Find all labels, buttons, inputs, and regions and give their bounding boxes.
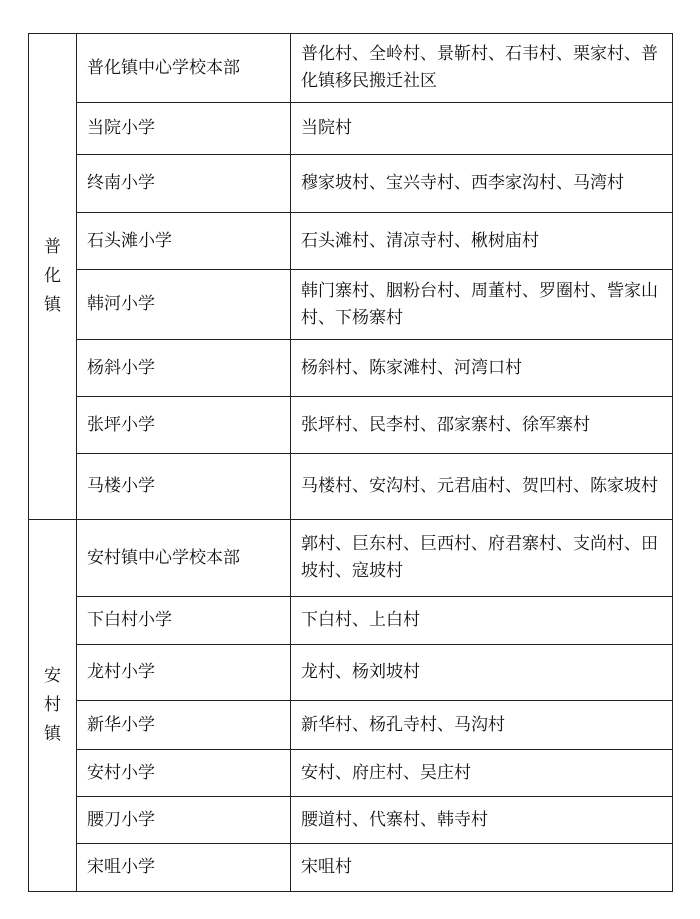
table-row [29,597,673,645]
table-row [29,750,673,797]
village-list: 石头滩村、清凉寺村、楸树庙村 [291,213,673,270]
table-row [29,701,673,750]
town-cell [29,520,77,892]
village-list: 普化村、全岭村、景靳村、石韦村、栗家村、普化镇移民搬迁社区 [291,34,673,103]
village-list: 宋咀村 [291,844,673,892]
table-row [29,155,673,213]
village-list: 新华村、杨孔寺村、马沟村 [291,701,673,750]
school-name: 韩河小学 [77,270,291,340]
school-name: 龙村小学 [77,645,291,701]
school-name: 下白村小学 [77,597,291,645]
table-row [29,454,673,520]
village-list: 下白村、上白村 [291,597,673,645]
town-name: 普化镇 [44,237,61,315]
table-row [29,270,673,340]
village-list: 张坪村、民李村、邵家寨村、徐军寨村 [291,397,673,454]
village-list: 当院村 [291,103,673,155]
village-list: 马楼村、安沟村、元君庙村、贺凹村、陈家坡村 [291,454,673,520]
school-name: 终南小学 [77,155,291,213]
school-name: 腰刀小学 [77,797,291,844]
village-list: 安村、府庄村、吴庄村 [291,750,673,797]
school-zone-table [28,33,673,892]
school-name: 新华小学 [77,701,291,750]
table-row [29,520,673,597]
school-name: 杨斜小学 [77,340,291,397]
table-row [29,397,673,454]
table-row [29,213,673,270]
school-name: 当院小学 [77,103,291,155]
village-list: 穆家坡村、宝兴寺村、西李家沟村、马湾村 [291,155,673,213]
village-list: 腰道村、代寨村、韩寺村 [291,797,673,844]
village-list: 韩门寨村、胭粉台村、周董村、罗圈村、訾家山村、下杨寨村 [291,270,673,340]
table-row [29,103,673,155]
village-list: 龙村、杨刘坡村 [291,645,673,701]
town-name: 安村镇 [44,666,61,744]
school-name: 石头滩小学 [77,213,291,270]
table-row [29,34,673,103]
school-name: 宋咀小学 [77,844,291,892]
table-row [29,340,673,397]
village-list: 杨斜村、陈家滩村、河湾口村 [291,340,673,397]
town-cell [29,34,77,520]
table-row [29,645,673,701]
school-name: 张坪小学 [77,397,291,454]
school-name: 安村镇中心学校本部 [77,520,291,597]
table-row [29,844,673,892]
village-list: 郭村、巨东村、巨西村、府君寨村、支尚村、田坡村、寇坡村 [291,520,673,597]
school-name: 普化镇中心学校本部 [77,34,291,103]
school-name: 安村小学 [77,750,291,797]
table-row [29,797,673,844]
school-name: 马楼小学 [77,454,291,520]
